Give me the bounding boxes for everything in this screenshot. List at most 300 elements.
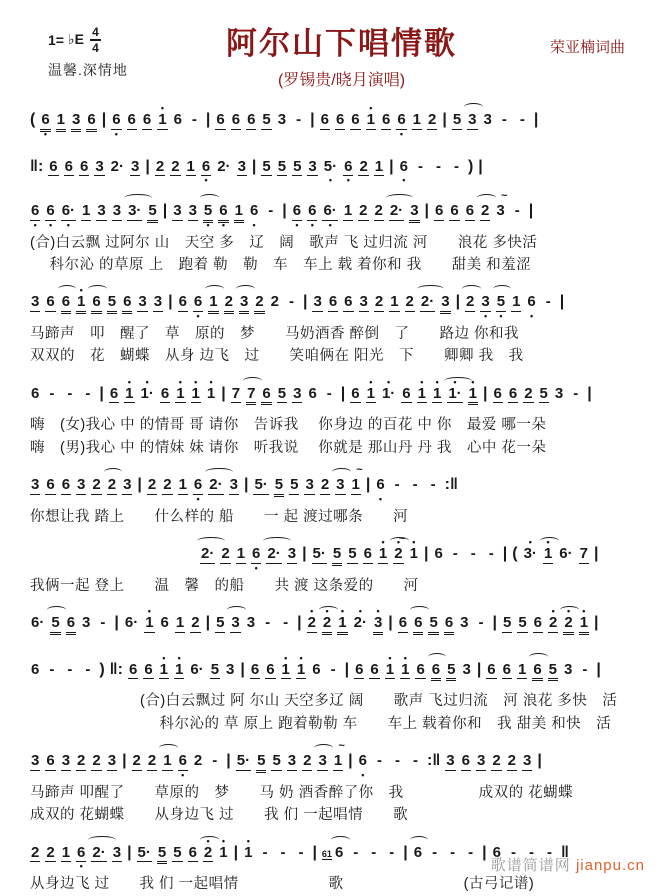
watermark-domain[interactable]: jianpu.cn (575, 857, 645, 874)
note: 6 (160, 614, 169, 632)
note: 2 (193, 752, 203, 770)
barline: | (233, 843, 239, 861)
slur-arc (444, 377, 472, 385)
note: 3 (440, 294, 450, 314)
note: 2 (374, 293, 384, 311)
slur-arc (428, 653, 447, 661)
note: 3 (359, 293, 368, 311)
barline: | (593, 545, 599, 563)
note: 2 • (203, 845, 213, 863)
note: 3 (123, 476, 132, 494)
note: 6 (91, 294, 101, 314)
duration-dash: - (478, 614, 484, 632)
score (30, 96, 653, 896)
note: 6 (533, 614, 543, 632)
barline: | (594, 614, 599, 632)
note: 3 (308, 157, 317, 175)
note: 3 (460, 614, 469, 632)
system (30, 646, 653, 735)
duration-dash: - (435, 157, 441, 175)
note: 6 (334, 845, 344, 862)
note: 1· • (140, 376, 154, 402)
note: 7 (231, 384, 241, 402)
duration-dash: - (67, 660, 73, 678)
duration-dash: - (376, 752, 382, 770)
note: 6 (444, 615, 454, 635)
system (30, 187, 653, 276)
note: 2· (110, 157, 125, 175)
note: 1 (162, 753, 172, 771)
system (30, 143, 653, 186)
slur-arc (236, 285, 255, 293)
watermark (491, 854, 645, 875)
note: 1· • (447, 386, 462, 404)
note: 3 (239, 294, 249, 314)
note: 2 (107, 477, 117, 495)
note: 2 (92, 476, 101, 494)
note: 6 • (308, 202, 317, 230)
notes-line (30, 599, 653, 644)
notes-line (30, 96, 653, 141)
barline: | (310, 111, 315, 128)
slur-arc (410, 836, 429, 844)
lyrics-line: 嗨 (男)我心 中 的情妹 妹 请你 听我说 你就是 那山丹 丹 我 心中 花一朵 (30, 439, 547, 456)
composer-credit: 荣亚楠词曲 (549, 39, 625, 56)
note: 2 (224, 294, 234, 314)
note: 3 (476, 752, 486, 770)
note: 5 (173, 843, 182, 861)
note: 3 (409, 203, 419, 223)
note: 1 • (468, 386, 478, 406)
duration-dash: - (389, 843, 395, 861)
note: 1 • (385, 652, 395, 678)
note: 2 (480, 203, 490, 221)
note: 6 • (358, 752, 367, 780)
system (30, 461, 653, 528)
note: 1 • (281, 652, 290, 678)
barline: | (478, 157, 483, 175)
note: 1 (186, 157, 195, 175)
note: 5 (290, 476, 299, 494)
slur-arc (477, 194, 496, 202)
note: 5 (348, 545, 357, 563)
duration-dash: - (528, 843, 534, 861)
note: 5 • (496, 294, 506, 312)
note: 2 • (563, 615, 573, 635)
note: 1 • (409, 537, 418, 563)
note: 5 (216, 614, 225, 632)
slur-arc (200, 194, 219, 202)
note: 6 (328, 293, 338, 311)
note: 2 (147, 752, 157, 770)
note: 6 (502, 660, 511, 678)
note: 6 • (292, 202, 302, 230)
duration-dash: - (265, 614, 271, 632)
note: 2 (359, 157, 368, 175)
note: 3 (246, 614, 256, 632)
notes-line (30, 461, 653, 506)
note: 2· (208, 477, 223, 495)
note: 5 (518, 614, 527, 632)
note: 6 (413, 615, 423, 635)
note: 6 (79, 157, 89, 175)
note: 1 • (543, 546, 553, 564)
note: 6 (344, 293, 353, 311)
note: 3 (446, 752, 455, 770)
note: 6 (532, 662, 542, 682)
note: 5 (107, 294, 117, 314)
barline: | (482, 843, 487, 861)
slur-arc (493, 285, 512, 293)
duration-dash: - (573, 384, 579, 402)
close-paren: ) (99, 660, 105, 678)
system (30, 96, 653, 141)
duration-dash: - (49, 384, 55, 402)
note: 1 (390, 293, 399, 311)
time-top: 4 (92, 25, 99, 39)
key-note: ♭E (67, 31, 84, 48)
note: 6 (46, 476, 55, 494)
lyrics-line: 马蹄声 叩醒了 草原的 梦 马 奶 酒香醉了你 我 成双的 花蝴蝶 (30, 784, 574, 801)
note: 6 (247, 111, 256, 128)
barline: | (145, 157, 150, 175)
note: 2 (492, 752, 501, 770)
note: 6 • (46, 202, 55, 230)
note: 7 (246, 386, 256, 406)
barline: | (389, 157, 394, 175)
note: 6 (31, 384, 40, 402)
note: 5· (236, 752, 251, 770)
system (30, 278, 653, 367)
note: 3 (483, 111, 492, 128)
note: 6 (127, 111, 136, 128)
note: 1 • (176, 376, 185, 402)
slur-arc (263, 537, 291, 545)
duration-dash: - (85, 384, 91, 402)
slur-arc (332, 468, 351, 476)
note: 6 (363, 545, 372, 563)
notes-line (30, 530, 653, 575)
slur-arc (124, 194, 152, 202)
lyrics-line: 成双的 花蝴蝶 从身边飞 过 我 们 一起唱情 歌 (30, 807, 409, 824)
note: 1 (82, 202, 91, 219)
key-prefix: 1= (48, 31, 64, 48)
duration-dash: - (514, 202, 520, 219)
note: 6 • (219, 202, 228, 230)
note: 3 (287, 752, 297, 770)
note: 5 (502, 614, 512, 632)
note: 1 • (366, 103, 375, 128)
barline: | (251, 157, 257, 175)
note: 1 ~ (333, 740, 343, 770)
barline: | (297, 614, 302, 632)
barline: | (101, 111, 107, 128)
duration-dash: - (582, 660, 588, 678)
note: 3 (31, 476, 40, 494)
note: 6 (188, 843, 197, 861)
note: 2 (163, 476, 172, 494)
note: 6 (61, 476, 71, 494)
note: 6 (351, 384, 360, 402)
repeat-start-barline: ‖: (109, 660, 123, 678)
note: 3 • (481, 293, 490, 321)
system (30, 737, 653, 826)
lyrics-line: 双双的 花 蝴蝶 从身 边飞 过 笑咱俩在 阳光 下 卿卿 我 我 (30, 348, 524, 365)
note: 6 (413, 845, 423, 862)
note: 5 (274, 477, 284, 497)
lyrics-line: 马蹄声 叩 醒了 草 原的 梦 马奶酒香 醉倒 了 路边 你和我 (30, 325, 520, 342)
note: 3 (188, 202, 197, 219)
barline: | (348, 752, 353, 770)
note: 2· (91, 845, 106, 863)
barline: | (365, 476, 371, 494)
note: 6 (49, 157, 58, 175)
note: 5 (262, 111, 271, 128)
note: 3 (335, 477, 345, 495)
note: 6 (109, 384, 119, 402)
note: 6 (434, 545, 443, 563)
note: 6 (308, 384, 317, 402)
note: 3 (71, 112, 81, 132)
note: 5 (446, 662, 456, 682)
note: 3 (61, 752, 71, 770)
note: 6 • (112, 111, 121, 139)
slur-arc (88, 836, 116, 844)
note: 6 (450, 202, 459, 219)
note: 3 (287, 545, 297, 563)
note: 1 • (76, 294, 86, 314)
lyrics-line: (合)白云飘 过阿尔 山 天空 多 辽 阔 歌声 飞 过归流 河 浪花 多快活 (30, 234, 538, 251)
barline: | (423, 545, 429, 563)
barline: | (302, 545, 307, 563)
duration-dash: - (371, 843, 377, 861)
ornament-wavy: ~ (338, 740, 343, 753)
slur-arc (462, 285, 481, 293)
key-signature (48, 26, 128, 54)
slur-arc (205, 468, 233, 476)
note: 3 (95, 157, 104, 175)
note: 5 (452, 111, 462, 128)
note: 6 • (201, 157, 211, 185)
note: 6· (31, 614, 45, 632)
note: 6 • (397, 111, 406, 139)
barline: | (137, 476, 142, 494)
slur-arc (104, 468, 123, 476)
barline: | (221, 384, 226, 402)
system (30, 599, 653, 644)
note: 6 (465, 202, 475, 219)
note: 2 (31, 843, 40, 861)
note: 2 (155, 157, 165, 175)
note: 2 (46, 843, 55, 861)
slur-arc (47, 606, 66, 614)
duration-dash: - (510, 843, 516, 861)
note: 5· (312, 545, 326, 563)
duration-dash: - (212, 752, 218, 770)
note: 5 (332, 546, 342, 566)
note: 1 (234, 203, 244, 223)
barline: | (243, 476, 249, 494)
note: 6 • (344, 157, 353, 185)
note: 6 (266, 660, 275, 678)
note: 5 (157, 845, 167, 865)
slur-arc (331, 836, 350, 844)
note: 6· (190, 660, 204, 678)
note: 5 (548, 662, 558, 682)
duration-dash: - (262, 843, 268, 861)
note: 6 (66, 615, 76, 635)
note: 3 (82, 614, 91, 632)
note: 3 (237, 157, 246, 175)
note: 6 (487, 660, 496, 678)
note: 3 (317, 753, 327, 771)
duration-dash: - (450, 843, 456, 861)
barline: | (455, 293, 461, 311)
barline: | (168, 293, 173, 311)
note: 2 • (322, 615, 332, 635)
note: 6 • (252, 545, 261, 573)
note: 6 • (527, 293, 536, 321)
note: 1 (236, 545, 246, 563)
duration-dash: - (468, 843, 474, 861)
note: 7 (579, 545, 588, 563)
note: 2 (507, 752, 516, 770)
note: 5 (272, 752, 281, 770)
note: 1 • (191, 376, 200, 402)
note: 5 (293, 157, 302, 175)
barline: | (533, 111, 539, 128)
notes-line (30, 278, 653, 323)
note: 3· • (523, 537, 537, 563)
lyrics-line: 我俩一起 登上 温 馨 的船 共 渡 这条爱的 河 (30, 577, 419, 594)
note: 3 (564, 660, 573, 678)
note: 3 (277, 111, 287, 128)
barline: | (162, 202, 168, 219)
barline: | (424, 202, 430, 219)
note: 6 (142, 111, 152, 128)
note: 3 (554, 384, 564, 402)
note: 1 • (401, 652, 410, 678)
note: 2 (428, 111, 437, 128)
note: 5 • (203, 203, 213, 223)
open-paren: ( (512, 545, 518, 563)
note: 5 (210, 660, 220, 678)
slur-arc (319, 606, 338, 614)
note: 6 (144, 660, 153, 678)
note: 1 • (159, 652, 168, 678)
note: 2 (320, 476, 330, 494)
barline: | (127, 843, 132, 861)
note: 6 (435, 202, 444, 219)
note: 6· (559, 545, 573, 563)
note: 6 • (77, 843, 86, 872)
duration-dash: - (412, 476, 418, 494)
duration-dash: - (394, 476, 400, 494)
note: 3 (107, 752, 117, 770)
note: 2· (420, 294, 435, 312)
repeat-end-barline: :‖ (444, 476, 458, 494)
slur-arc (529, 653, 548, 661)
note: 5 (277, 384, 287, 402)
final-barline: ‖ (560, 843, 569, 861)
note: 5 (428, 615, 438, 635)
note: 1 • (175, 652, 184, 678)
duration-dash: - (417, 157, 423, 175)
note: 6 • (41, 111, 50, 139)
note: 3 (77, 476, 86, 494)
note: 6 (61, 294, 71, 314)
note: 6 • (193, 293, 203, 321)
barline: | (282, 202, 287, 219)
barline: | (302, 293, 308, 311)
note: 6· (124, 614, 139, 632)
duration-dash: - (453, 157, 459, 175)
note: 1 • (417, 376, 426, 402)
note: 3 (112, 843, 122, 861)
note: 1 • (432, 376, 442, 402)
note: 6 (461, 752, 470, 770)
duration-dash: - (394, 752, 400, 770)
watermark-site-name: 歌谱简谱网 (490, 857, 571, 874)
note: 1 • (158, 103, 167, 128)
note: 2 (77, 752, 86, 770)
ornament-wavy: ~ (356, 464, 361, 477)
note: 5· (254, 476, 268, 494)
slur-arc (227, 606, 246, 614)
duration-dash: - (67, 384, 73, 402)
barline: | (492, 614, 497, 632)
note: 1 (208, 294, 218, 314)
note: 3 (97, 202, 106, 219)
slur-arc (417, 285, 445, 293)
note: 6 (216, 111, 225, 128)
note: 3 (173, 202, 182, 219)
note: 6 (370, 660, 379, 678)
note: 3 (467, 112, 477, 130)
note: 1 (374, 157, 384, 175)
duration-dash: - (501, 111, 507, 128)
note: 6 (64, 157, 73, 175)
slur-arc (197, 537, 225, 545)
note: 5 (539, 384, 548, 402)
note: 3 (230, 615, 240, 633)
score-header (30, 10, 653, 96)
barline: | (442, 111, 447, 128)
slur-arc (58, 285, 77, 293)
note: 2 • (307, 606, 316, 632)
slur-arc (88, 285, 107, 293)
duration-dash: - (280, 843, 286, 861)
notes-line (30, 737, 653, 782)
performers-subtitle: (罗锡贵/晓月演唱) (277, 72, 406, 89)
duration-dash: - (49, 660, 55, 678)
note: 2 (465, 294, 475, 312)
barline: | (114, 614, 119, 632)
note: 6 • (178, 752, 187, 780)
note: 6 (320, 111, 329, 128)
note: 6 (355, 660, 364, 678)
note: 1 (512, 293, 521, 311)
system (30, 370, 653, 459)
note: 6 (312, 660, 321, 678)
barline: | (344, 660, 350, 678)
note: 3· (127, 203, 142, 221)
barline: | (587, 384, 592, 402)
note: 3 (112, 202, 122, 219)
note: 1 • (125, 376, 134, 402)
duration-dash: - (85, 660, 91, 678)
note: 3 (313, 293, 322, 311)
